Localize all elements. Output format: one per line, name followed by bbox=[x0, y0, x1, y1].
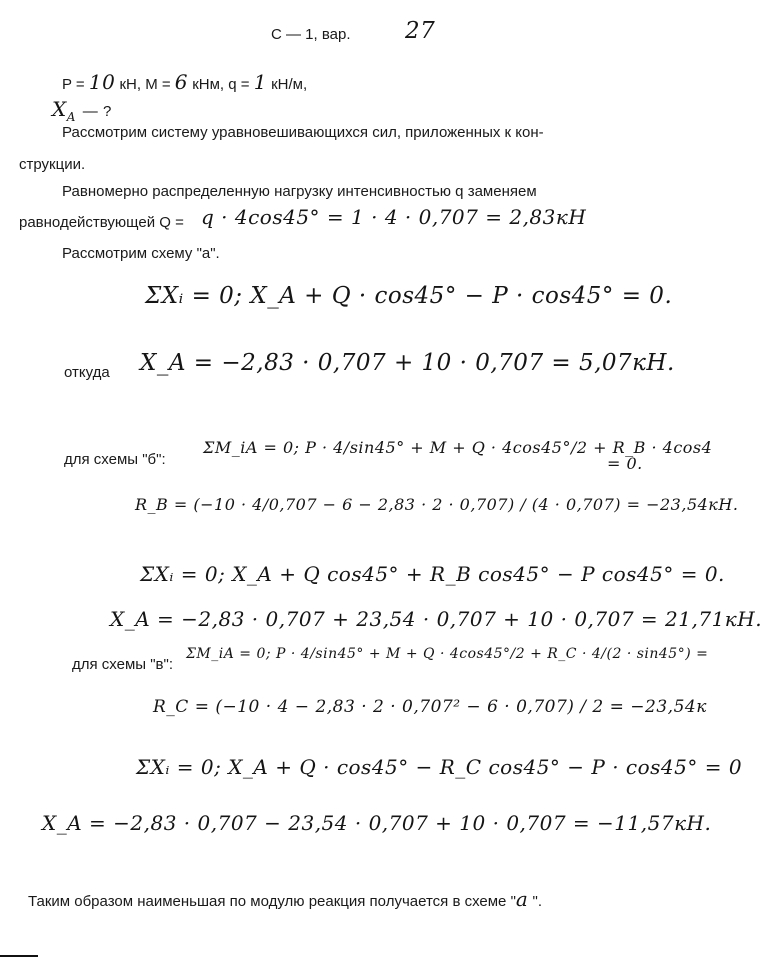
header-label: С — 1, вар. bbox=[271, 26, 351, 43]
q-unit: кН/м, bbox=[271, 76, 308, 93]
scheme-v-rc: R_C = (−10 · 4 − 2,83 · 2 · 0,707² − 6 · 0,707) / 2 = −23,54к bbox=[153, 697, 707, 717]
header-variant: 27 bbox=[405, 18, 436, 44]
p-label: P = bbox=[62, 76, 85, 93]
find-line bbox=[52, 97, 112, 124]
find-symbol: X bbox=[52, 97, 67, 121]
load-line-2-label: равнодействующей Q = bbox=[19, 214, 184, 231]
load-line-1: Равномерно распределенную нагрузку интенсивностью q заменяем bbox=[62, 183, 537, 200]
m-value: 6 bbox=[174, 70, 189, 94]
scheme-b-label: для схемы "б": bbox=[64, 451, 166, 468]
scheme-b-sum-x: ΣXᵢ = 0; X_A + Q cos45° + R_B cos45° − P cos45° = 0. bbox=[140, 562, 725, 586]
givens-line bbox=[62, 70, 307, 94]
scheme-a-xa: X_A = −2,83 · 0,707 + 10 · 0,707 = 5,07кН. bbox=[140, 350, 675, 376]
scheme-a-equation: ΣXᵢ = 0; X_A + Q · cos45° − P · cos45° = 0. bbox=[145, 283, 673, 309]
intro-line-2: струкции. bbox=[19, 156, 86, 173]
find-question: — ? bbox=[82, 103, 112, 120]
m-unit: кНм, q = bbox=[192, 76, 250, 93]
scheme-a-heading: Рассмотрим схему "а". bbox=[62, 245, 220, 262]
load-line-2-formula: q · 4cos45° = 1 · 4 · 0,707 = 2,83кН bbox=[201, 205, 587, 229]
footer-rule bbox=[0, 955, 38, 957]
otkuda-label: откуда bbox=[64, 364, 110, 381]
scheme-b-xa: X_A = −2,83 · 0,707 + 23,54 · 0,707 + 10 · 0,707 = 21,71кН. bbox=[110, 607, 762, 631]
conclusion-close: ". bbox=[528, 893, 543, 910]
q-value: 1 bbox=[253, 70, 267, 94]
p-value: 10 bbox=[88, 70, 116, 94]
scheme-v-label: для схемы "в": bbox=[72, 656, 174, 673]
scheme-b-moment-eq-end: = 0. bbox=[607, 454, 643, 473]
scheme-b-rb: R_B = (−10 · 4/0,707 − 6 − 2,83 · 2 · 0,707) / (4 · 0,707) = −23,54кН. bbox=[135, 495, 739, 514]
conclusion-answer: а bbox=[515, 887, 529, 911]
scheme-v-moment-eq: ΣM_iA = 0; P · 4/sin45° + M + Q · 4cos45°/2 + R_C · 4/(2 · sin45°) = bbox=[186, 646, 709, 662]
find-subscript: A bbox=[66, 110, 76, 124]
conclusion-text: Таким образом наименьшая по модулю реакция получается в схеме " bbox=[28, 893, 516, 910]
scheme-v-sum-x: ΣXᵢ = 0; X_A + Q · cos45° − R_C cos45° − P · cos45° = 0 bbox=[136, 755, 743, 779]
scheme-v-xa: X_A = −2,83 · 0,707 − 23,54 · 0,707 + 10 · 0,707 = −11,57кН. bbox=[42, 811, 712, 835]
intro-line-1: Рассмотрим систему уравновешивающихся сил, приложенных к кон- bbox=[62, 124, 544, 141]
p-unit: кН, M = bbox=[119, 76, 171, 93]
scheme-b-moment-eq: ΣM_iA = 0; P · 4/sin45° + M + Q · 4cos45°/2 + R_B · 4cos4 bbox=[203, 438, 713, 457]
conclusion-line bbox=[28, 887, 542, 911]
